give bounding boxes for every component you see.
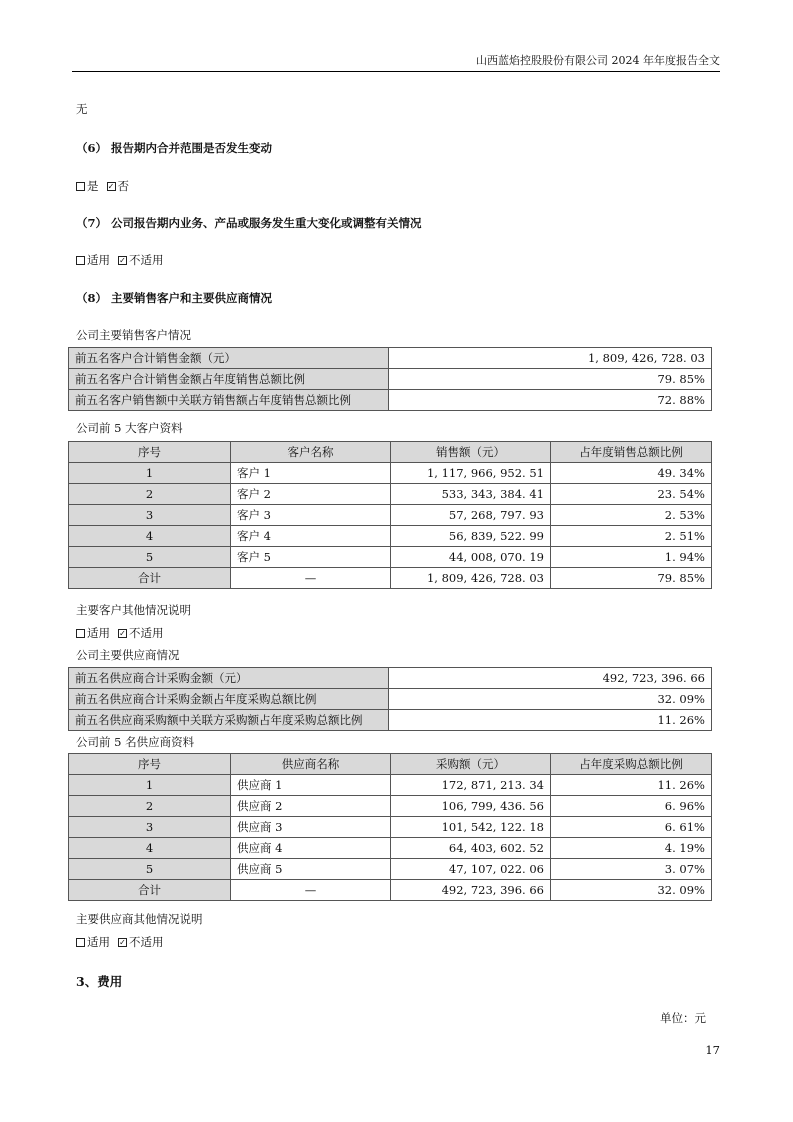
cell-name: 供应商 5 — [231, 859, 391, 880]
cell-amount: 56, 839, 522. 99 — [391, 526, 551, 547]
cell-amount: 44, 008, 070. 19 — [391, 547, 551, 568]
table-row — [69, 463, 712, 484]
table-header-row — [69, 442, 712, 463]
table-row — [69, 348, 712, 369]
table-row — [69, 710, 712, 731]
intro-text: 无 — [76, 102, 88, 116]
summary-value: 11. 26% — [389, 710, 712, 731]
table-row — [69, 484, 712, 505]
cell-name: 客户 4 — [231, 526, 391, 547]
cell-index: 2 — [69, 796, 231, 817]
checkbox-icon[interactable] — [76, 938, 85, 947]
customers-other-options — [76, 625, 172, 641]
section7-title: （7） 公司报告期内业务、产品或服务发生重大变化或调整有关情况 — [76, 216, 422, 230]
table-row — [69, 689, 712, 710]
table-row — [69, 838, 712, 859]
cell-ratio: 3. 07% — [551, 859, 712, 880]
cell-index: 5 — [69, 859, 231, 880]
cell-total-label: 合计 — [69, 880, 231, 901]
cell-total-amount: 492, 723, 396. 66 — [391, 880, 551, 901]
cell-ratio: 6. 61% — [551, 817, 712, 838]
summary-value: 492, 723, 396. 66 — [389, 668, 712, 689]
cell-total-ratio: 79. 85% — [551, 568, 712, 589]
table-total-row — [69, 568, 712, 589]
cell-total-ratio: 32. 09% — [551, 880, 712, 901]
cell-name: 供应商 2 — [231, 796, 391, 817]
cell-name: 客户 3 — [231, 505, 391, 526]
cell-total-name: — — [231, 880, 391, 901]
column-header: 采购额（元） — [391, 754, 551, 775]
cell-total-name: — — [231, 568, 391, 589]
cell-amount: 64, 403, 602. 52 — [391, 838, 551, 859]
cell-index: 4 — [69, 526, 231, 547]
checkbox-icon[interactable] — [76, 629, 85, 638]
option-applicable[interactable]: 适用 — [76, 626, 110, 640]
column-header: 占年度销售总额比例 — [551, 442, 712, 463]
customers-other-caption: 主要客户其他情况说明 — [76, 603, 191, 617]
table-row — [69, 775, 712, 796]
summary-label: 前五名供应商采购额中关联方采购额占年度采购总额比例 — [69, 710, 389, 731]
suppliers-other-options — [76, 934, 172, 950]
section6-title: （6） 报告期内合并范围是否发生变动 — [76, 141, 273, 155]
cell-name: 供应商 4 — [231, 838, 391, 859]
summary-label: 前五名供应商合计采购金额（元） — [69, 668, 389, 689]
option-applicable[interactable]: 适用 — [76, 253, 110, 267]
cell-ratio: 4. 19% — [551, 838, 712, 859]
cell-index: 1 — [69, 463, 231, 484]
summary-label: 前五名客户合计销售金额占年度销售总额比例 — [69, 369, 389, 390]
cell-amount: 47, 107, 022. 06 — [391, 859, 551, 880]
cell-ratio: 1. 94% — [551, 547, 712, 568]
option-applicable[interactable]: 适用 — [76, 935, 110, 949]
customers-top5-table — [68, 441, 712, 589]
summary-value: 1, 809, 426, 728. 03 — [389, 348, 712, 369]
cell-name: 供应商 3 — [231, 817, 391, 838]
cell-index: 5 — [69, 547, 231, 568]
summary-value: 79. 85% — [389, 369, 712, 390]
cell-index: 3 — [69, 817, 231, 838]
unit-label: 单位：元 — [660, 1011, 706, 1025]
option-not-applicable[interactable]: ✓ 不适用 — [118, 935, 164, 949]
cell-index: 2 — [69, 484, 231, 505]
cell-name: 供应商 1 — [231, 775, 391, 796]
cell-amount: 172, 871, 213. 34 — [391, 775, 551, 796]
option-yes[interactable]: 是 — [76, 179, 99, 193]
cell-ratio: 11. 26% — [551, 775, 712, 796]
column-header: 销售额（元） — [391, 442, 551, 463]
checkbox-checked-icon[interactable] — [118, 938, 127, 947]
section3-title: 3、费用 — [76, 974, 123, 989]
customers-summary-table — [68, 347, 712, 411]
cell-index: 4 — [69, 838, 231, 859]
summary-value: 72. 88% — [389, 390, 712, 411]
section7-options — [76, 252, 172, 268]
checkbox-checked-icon[interactable] — [118, 256, 127, 265]
cell-total-amount: 1, 809, 426, 728. 03 — [391, 568, 551, 589]
cell-index: 1 — [69, 775, 231, 796]
table-row — [69, 505, 712, 526]
summary-value: 32. 09% — [389, 689, 712, 710]
table-row — [69, 369, 712, 390]
cell-amount: 533, 343, 384. 41 — [391, 484, 551, 505]
customers-caption: 公司主要销售客户情况 — [76, 328, 191, 342]
summary-label: 前五名供应商合计采购金额占年度采购总额比例 — [69, 689, 389, 710]
table-row — [69, 668, 712, 689]
header-rule — [72, 71, 720, 72]
checkbox-icon[interactable] — [76, 182, 85, 191]
cell-amount: 101, 542, 122. 18 — [391, 817, 551, 838]
cell-amount: 57, 268, 797. 93 — [391, 505, 551, 526]
table-row — [69, 390, 712, 411]
cell-ratio: 49. 34% — [551, 463, 712, 484]
checkbox-icon[interactable] — [76, 256, 85, 265]
suppliers-caption: 公司主要供应商情况 — [76, 648, 180, 662]
section8-title: （8） 主要销售客户和主要供应商情况 — [76, 291, 273, 305]
column-header: 客户名称 — [231, 442, 391, 463]
summary-label: 前五名客户合计销售金额（元） — [69, 348, 389, 369]
checkbox-checked-icon[interactable] — [118, 629, 127, 638]
table-row — [69, 526, 712, 547]
table-total-row — [69, 880, 712, 901]
section6-options — [76, 178, 137, 194]
table-row — [69, 817, 712, 838]
cell-amount: 106, 799, 436. 56 — [391, 796, 551, 817]
cell-index: 3 — [69, 505, 231, 526]
suppliers-top5-table — [68, 753, 712, 901]
cell-ratio: 2. 53% — [551, 505, 712, 526]
option-not-applicable[interactable]: ✓ 不适用 — [118, 253, 164, 267]
cell-name: 客户 1 — [231, 463, 391, 484]
cell-ratio: 23. 54% — [551, 484, 712, 505]
column-header: 供应商名称 — [231, 754, 391, 775]
checkbox-checked-icon[interactable] — [107, 182, 116, 191]
suppliers-summary-table — [68, 667, 712, 731]
page-number: 17 — [705, 1043, 720, 1057]
cell-ratio: 2. 51% — [551, 526, 712, 547]
column-header: 序号 — [69, 442, 231, 463]
cell-name: 客户 5 — [231, 547, 391, 568]
suppliers-top5-caption: 公司前 5 名供应商资料 — [76, 735, 195, 749]
table-header-row — [69, 754, 712, 775]
suppliers-other-caption: 主要供应商其他情况说明 — [76, 912, 203, 926]
customers-top5-caption: 公司前 5 大客户资料 — [76, 421, 183, 435]
table-row — [69, 859, 712, 880]
table-row — [69, 796, 712, 817]
page-header: 山西蓝焰控股股份有限公司 2024 年年度报告全文 — [476, 54, 720, 67]
option-no[interactable]: ✓ 否 — [107, 179, 130, 193]
option-not-applicable[interactable]: ✓ 不适用 — [118, 626, 164, 640]
cell-name: 客户 2 — [231, 484, 391, 505]
cell-total-label: 合计 — [69, 568, 231, 589]
column-header: 占年度采购总额比例 — [551, 754, 712, 775]
cell-amount: 1, 117, 966, 952. 51 — [391, 463, 551, 484]
table-row — [69, 547, 712, 568]
column-header: 序号 — [69, 754, 231, 775]
cell-ratio: 6. 96% — [551, 796, 712, 817]
summary-label: 前五名客户销售额中关联方销售额占年度销售总额比例 — [69, 390, 389, 411]
